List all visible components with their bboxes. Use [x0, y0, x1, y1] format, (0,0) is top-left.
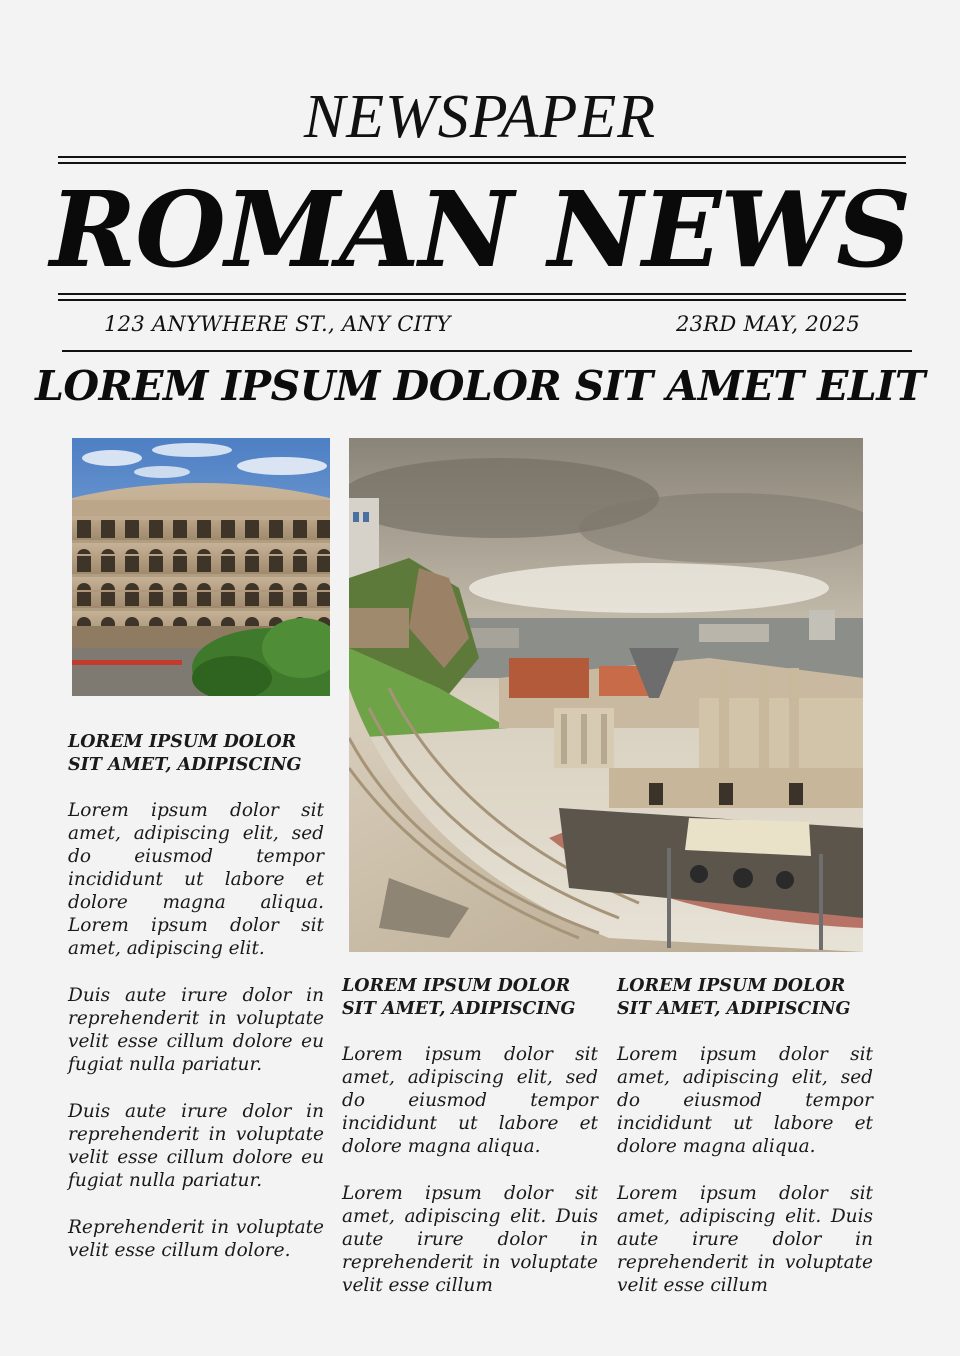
roman-theatre-photo — [349, 438, 863, 952]
middle-article-subhead: LOREM IPSUM DOLOR SIT AMET, ADIPISCING — [342, 976, 576, 1019]
left-article-subhead: LOREM IPSUM DOLOR SIT AMET, ADIPISCING — [68, 732, 302, 775]
rule-top-2 — [58, 162, 906, 164]
left-article-paragraph: Lorem ipsum dolor sit amet, adipiscing elit, sed do eiusmod tempor incididunt ut labore et dolore magna aliqua. Lorem ipsum dolor sit amet, adipiscing elit. — [68, 800, 324, 959]
left-article-paragraph: Duis aute irure dolor in reprehenderit in voluptate velit esse cillum dolore eu fugiat nulla pariatur. — [68, 1101, 324, 1191]
masthead: ROMAN NEWS — [49, 168, 911, 291]
rule-top-1 — [58, 156, 906, 158]
rule-bottom — [62, 350, 912, 352]
address: 123 ANYWHERE ST., ANY CITY — [104, 312, 451, 336]
middle-article-paragraph: Lorem ipsum dolor sit amet, adipiscing elit, sed do eiusmod tempor incididunt ut labore et dolore magna aliqua. — [342, 1044, 598, 1157]
issue-date: 23RD MAY, 2025 — [675, 312, 860, 336]
main-headline: LOREM IPSUM DOLOR SIT AMET ELIT — [35, 362, 925, 410]
rule-mid-1 — [58, 293, 906, 295]
kicker: NEWSPAPER — [303, 83, 657, 151]
right-article-subhead: LOREM IPSUM DOLOR SIT AMET, ADIPISCING — [617, 976, 851, 1019]
middle-article — [342, 975, 598, 1297]
middle-article-paragraph: Lorem ipsum dolor sit amet, adipiscing elit. Duis aute irure dolor in reprehenderit in voluptate velit esse cillum — [342, 1183, 598, 1296]
right-article-paragraph: Lorem ipsum dolor sit amet, adipiscing elit. Duis aute irure dolor in reprehenderit in voluptate velit esse cillum — [617, 1183, 873, 1296]
right-article-paragraph: Lorem ipsum dolor sit amet, adipiscing elit, sed do eiusmod tempor incididunt ut labore et dolore magna aliqua. — [617, 1044, 873, 1157]
left-article-paragraph: Duis aute irure dolor in reprehenderit in voluptate velit esse cillum dolore eu fugiat nulla pariatur. — [68, 985, 324, 1075]
colosseum-photo — [72, 438, 330, 696]
left-article-paragraph: Reprehenderit in voluptate velit esse cillum dolore. — [68, 1217, 324, 1261]
right-article — [617, 975, 873, 1297]
rule-mid-2 — [58, 299, 906, 301]
left-article — [68, 731, 324, 1262]
